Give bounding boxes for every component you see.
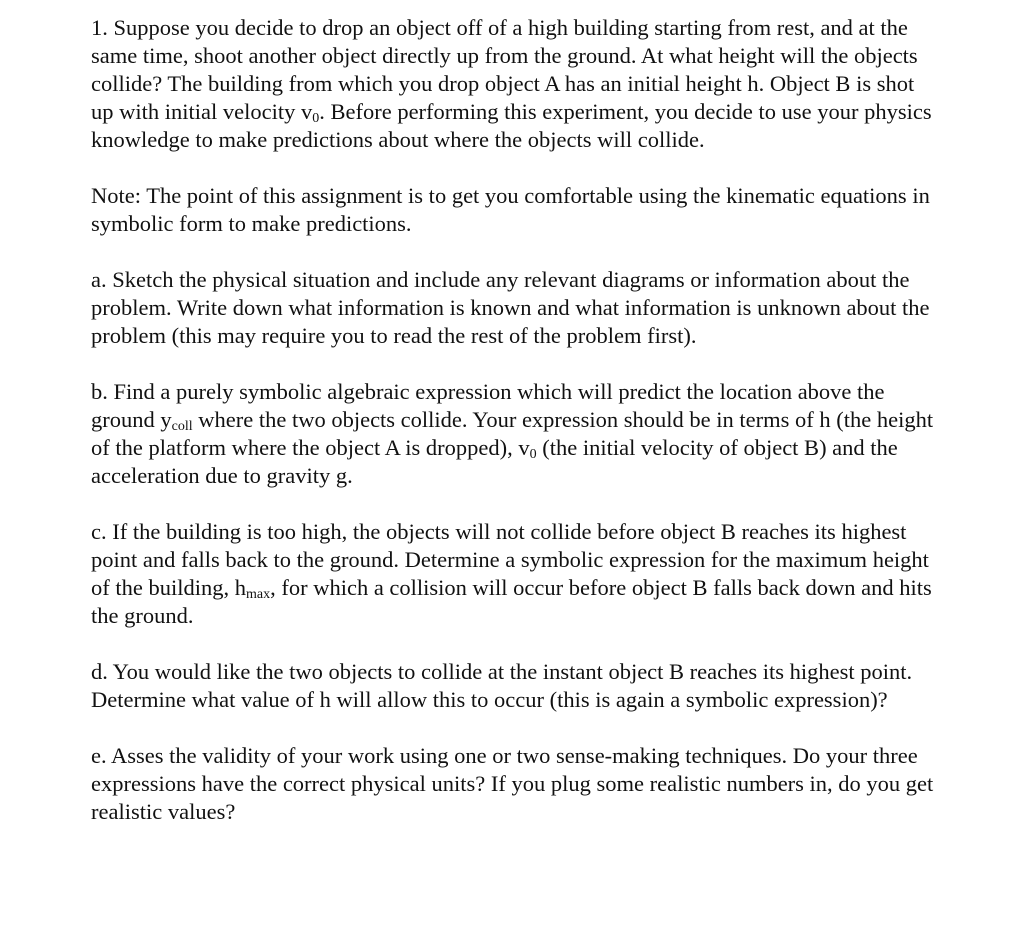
part-c-paragraph [91,518,941,630]
ycoll-subscript: coll [171,419,193,434]
hmax-subscript: max [245,587,271,602]
part-c-text-2: , for which a collision will occur before object B falls back down and hits the ground. [91,575,932,628]
document-body [91,14,941,854]
part-a-paragraph: a. Sketch the physical situation and include any relevant diagrams or information about the problem. Write down what information is known and what information is unknown about the problem (this may require you to read the rest of the problem first). [91,267,930,348]
part-b-text-2: where the two objects collide. Your expression should be in terms of h (the height of the platform where the object A is dropped), v [91,407,934,460]
part-d-paragraph: d. You would like the two objects to collide at the instant object B reaches its highest point. Determine what value of h will allow this to occur (this is again a symbolic expression)? [91,659,913,712]
part-b-paragraph [91,378,941,490]
problem-intro-paragraph [91,14,941,154]
v0-subscript: 0 [312,111,320,126]
intro-text-1: 1. Suppose you decide to drop an object off of a high building starting from rest, and at the same time, shoot another object directly up from the ground. At what height will the objects collide? The building from which you drop object A has an initial height h. Object B is shot up with initial velocity v [91,15,918,124]
v0-subscript: 0 [529,447,537,462]
part-e-paragraph: e. Asses the validity of your work using one or two sense-making techniques. Do your three expressions have the correct physical units? If you plug some realistic numbers in, do you get realistic values? [91,743,934,824]
part-b-text-3: (the initial velocity of object B) and the acceleration due to gravity g. [91,435,898,488]
part-b-text-1: b. Find a purely symbolic algebraic expression which will predict the location above the ground y [91,379,885,432]
part-c-text-1: c. If the building is too high, the objects will not collide before object B reaches its highest point and falls back to the ground. Determine a symbolic expression for the maximum height of the building, h [91,519,929,600]
note-paragraph: Note: The point of this assignment is to get you comfortable using the kinematic equations in symbolic form to make predictions. [91,183,930,236]
intro-text-2: . Before performing this experiment, you decide to use your physics knowledge to make predictions about where the objects will collide. [91,99,932,152]
